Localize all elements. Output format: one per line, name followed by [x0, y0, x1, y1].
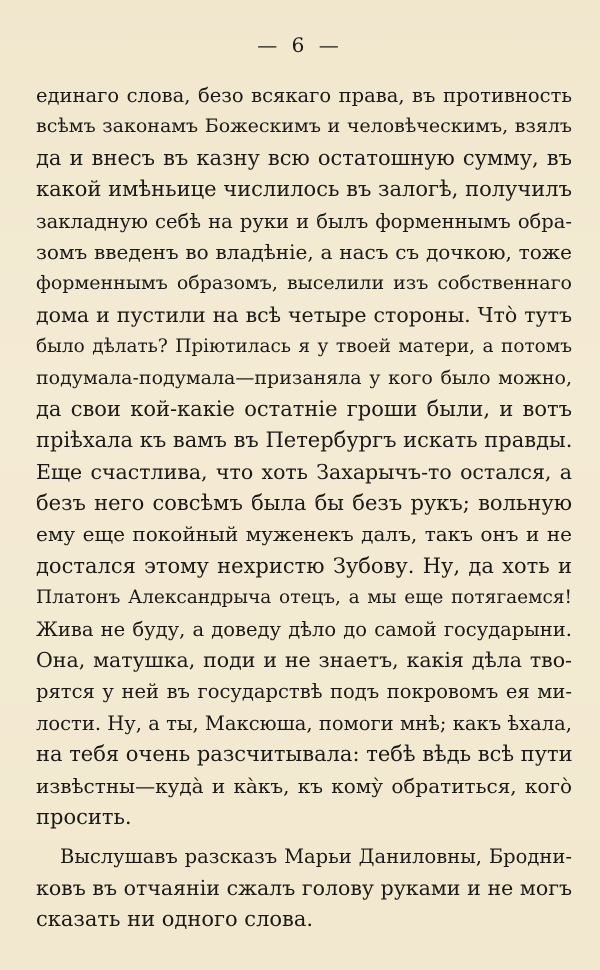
text-line: закладную себѣ на руки и былъ форменнымъ обра- [36, 209, 572, 233]
text-line: какой имѣньице числилось въ залогѣ, получилъ [36, 177, 572, 202]
text-line: Жива не буду, а доведу дѣло до самой государыни. [36, 617, 572, 641]
paragraph-gap [36, 833, 572, 841]
paragraph [36, 841, 572, 935]
text-line: просить. [36, 804, 132, 829]
text-line: ему еще покойный муженекъ далъ, такъ онъ и не [36, 522, 572, 547]
text-line: форменнымъ образомъ, выселили изъ собственнаго [36, 272, 572, 295]
text-line: единаго слова, безо всякаго права, въ противность [36, 84, 572, 107]
text-line: Она, матушка, поди и не знаетъ, какія дѣла тво- [36, 648, 572, 673]
text-line: лости. Ну, а ты, Максюша, помоги мнѣ; какъ ѣхала, [36, 711, 572, 735]
text-line: достался этому нехристю Зубову. Ну, да хоть и [36, 553, 572, 578]
text-line: зомъ введенъ во владѣніе, а насъ съ дочкою, тоже [36, 239, 572, 264]
text-line: извѣстны—куда̀ и ка̀къ, къ кому̀ обратиться, кого̀ [36, 773, 572, 798]
text-line: было дѣлать? Пріютилась я у твоей матери, а потомъ [36, 336, 572, 358]
text-line: Выслушавъ разсказъ Марьи Даниловны, Бродни- [60, 845, 572, 869]
body-text [36, 80, 572, 936]
page-number: — 6 — [257, 33, 343, 57]
text-line: Еще счастлива, что хоть Захарычъ-то остался, а [36, 459, 572, 484]
text-line: дома и пустили на всѣ четыре стороны. Что̀ тутъ [36, 302, 572, 327]
text-line: да и внесъ въ казну всю остатошную сумму, въ [36, 145, 572, 170]
text-line: ковъ въ отчаяніи сжалъ голову руками и не могъ [36, 875, 572, 900]
text-line: безъ него совсѣмъ была бы безъ рукъ; вольную [36, 491, 572, 516]
text-line: рятся у ней въ государствѣ подъ покровомъ ея ми- [36, 680, 572, 704]
text-line: подумала-подумала—призаняла у кого было можно, [36, 366, 572, 389]
paragraph [36, 80, 572, 833]
text-line: да свои кой-какіе остатніе гроши были, и вотъ [36, 396, 572, 421]
text-line: сказать ни одного слова. [36, 907, 314, 932]
text-line: всѣмъ законамъ Божескимъ и человѣческимъ, взялъ [36, 115, 572, 138]
text-line: Платонъ Александрыча отецъ, а мы еще потягаемся! [36, 587, 572, 609]
text-line: на тебя очень разсчитывала: тебѣ вѣдь всѣ пути [36, 742, 573, 767]
text-line: пріѣхала къ вамъ въ Петербургъ искать правды. [36, 428, 573, 453]
